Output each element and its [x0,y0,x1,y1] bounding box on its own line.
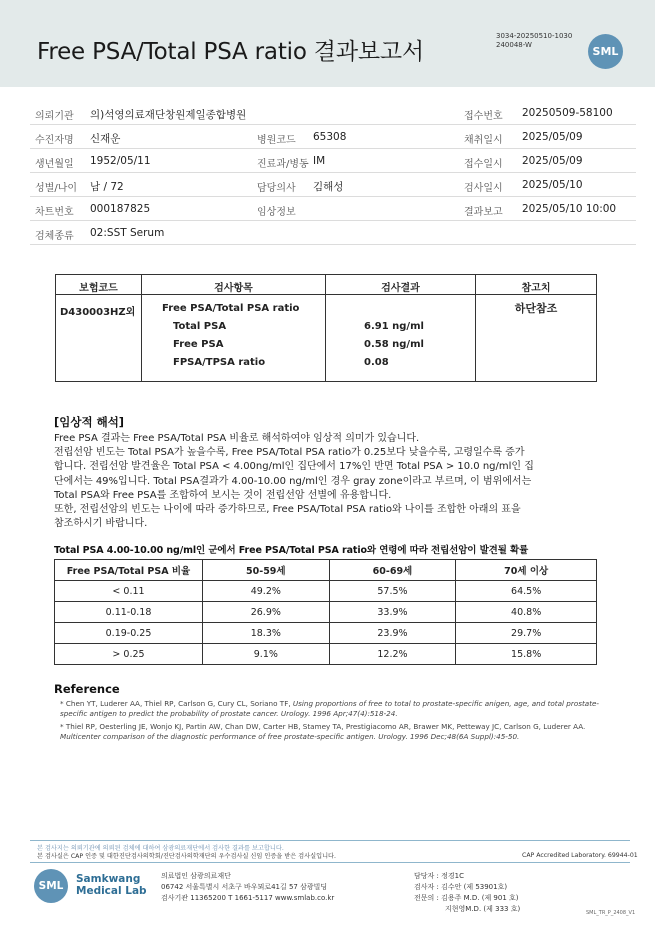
specimen-value: 02:SST Serum [90,227,165,239]
organization-name: 의료법인 삼광의료재단 [161,872,231,880]
chart-label: 차트번호 [35,207,74,218]
collect-date-value: 2025/05/09 [522,131,583,143]
table-row [55,644,597,665]
specimen-label: 검체종류 [35,231,74,242]
result-free-psa: 0.58 ng/ml [364,339,424,350]
organization-address: 06742 서울특별시 서초구 바우뫼로41길 57 삼광빌딩 [161,883,328,891]
test-name-total-psa: Total PSA [173,321,227,332]
reference-note: 하단참조 [514,302,558,315]
interpretation-line: Total PSA와 Free PSA를 조합하여 보시는 것이 전립선암 선별에 유용합니다. [54,489,392,501]
result-ratio: 0.08 [364,357,389,368]
sex-age-value: 남 / 72 [90,181,124,193]
staff-line: 검사자 : 김수안 (제 53901호) [414,883,508,891]
report-footer [0,840,655,925]
test-name-free-psa: Free PSA [173,339,224,350]
footer-notice-2: 본 검사실은 CAP 인증 및 대한진단검사의학회/진단검사의학재단의 우수검사실 신임 인증을 받은 검사실입니다. [37,853,336,860]
header-result: 검사결과 [381,283,420,294]
probability-cell: 23.9% [329,623,456,644]
header-insurance-code: 보험코드 [79,283,118,294]
receipt-no-label: 접수번호 [464,111,503,122]
report-header [0,0,655,87]
info-row-3 [30,149,636,173]
reference-section [54,682,614,742]
clinical-interpretation [54,414,602,531]
requester-label: 수진자명 [35,135,74,146]
table-row [55,623,597,644]
reference-item [54,722,614,742]
interpretation-body [54,432,602,531]
birth-label: 생년월일 [35,159,74,170]
probability-table [54,559,597,665]
footer-divider [30,840,630,841]
reference-item [54,699,614,719]
staff-info [414,871,520,915]
ratio-range: 0.11-0.18 [55,602,203,623]
interpretation-line: 합니다. 전립선암 발견율은 Total PSA < 4.00ng/ml인 집단에서 17%인 반면 Total PSA > 10.0 ng/ml인 집 [54,461,534,473]
staff-line: 지현영M.D. (제 333 호) [445,905,521,913]
institution-label: 의뢰기관 [35,111,74,122]
document-id [496,32,572,50]
info-row-5 [30,197,636,221]
report-date-label: 결과보고 [464,207,503,218]
clinical-label: 임상정보 [257,207,296,218]
test-main-name: Free PSA/Total PSA ratio [162,303,300,314]
probability-cell: 9.1% [203,644,330,665]
report-title: Free PSA/Total PSA ratio 결과보고서 [37,39,424,65]
table-row [55,602,597,623]
probability-cell: 49.2% [203,581,330,602]
reference-authors: * Chen YT, Luderer AA, Thiel RP, Carlson G, Cury CL, Soriano TF, [60,699,293,708]
result-total-psa: 6.91 ng/ml [364,321,424,332]
dept-label: 진료과/병동 [257,159,309,170]
dept-value: IM [313,155,326,167]
form-code: SML_TR_P_2408_V1 [586,910,636,916]
info-row-6 [30,221,636,245]
probability-cell: 57.5% [329,581,456,602]
test-name-ratio: FPSA/TPSA ratio [173,357,266,368]
hospital-code-value: 65308 [313,131,347,143]
interpretation-heading: [임상적 해석] [54,415,125,429]
header-test-item: 검사항목 [214,283,253,294]
probability-header-row [55,560,597,581]
sex-age-label: 성별/나이 [35,183,78,194]
organization-info [161,871,334,904]
probability-header-ratio: Free PSA/Total PSA 비율 [55,560,203,581]
interpretation-line: 또한, 전립선암의 빈도는 나이에 따라 증가하므로, Free PSA/Total PSA ratio와 나이를 조합한 아래의 표을 [54,504,521,516]
birth-value: 1952/05/11 [90,155,151,167]
doctor-label: 담당의사 [257,183,296,194]
probability-cell: 12.2% [329,644,456,665]
staff-line: 전문의 : 김용주 M.D. (제 901 호) [414,894,519,902]
brand-line-1: Samkwang [76,873,141,885]
ratio-range: < 0.11 [55,581,203,602]
organization-contact: 검사기관 11365200 T 1661-5117 www.smlab.co.kr [161,894,335,902]
info-row-2 [30,125,636,149]
requester-value: 신재운 [90,133,121,145]
interpretation-line: Free PSA 결과는 Free PSA/Total PSA 비율로 해석하여야 임상적 의미가 있습니다. [54,433,420,444]
hospital-code-label: 병원코드 [257,135,296,146]
info-row-1 [30,101,636,125]
probability-cell: 15.8% [456,644,597,665]
sml-logo: SML [588,34,623,69]
footer-divider [30,862,630,863]
chart-value: 000187825 [90,203,151,215]
footer-notice-1: 본 검사지는 의뢰기관에 의뢰된 검체에 대하여 삼광의료재단에서 검사한 결과를 보고합니다. [37,845,284,852]
collect-date-label: 채취일시 [464,135,503,146]
document-id-line1: 3034-20250510-1030 [496,32,573,40]
probability-header-age-70: 70세 이상 [456,560,597,581]
probability-cell: 18.3% [203,623,330,644]
probability-cell: 40.8% [456,602,597,623]
probability-cell: 33.9% [329,602,456,623]
probability-header-age-60: 60-69세 [329,560,456,581]
probability-cell: 64.5% [456,581,597,602]
interpretation-line: 참조하시기 바랍니다. [54,518,148,530]
receipt-no-value: 20250509-58100 [522,107,613,119]
document-id-line2: 240048-W [496,41,532,49]
interpretation-line: 전립선암 빈도는 Total PSA가 높을수록, Free PSA/Total PSA ratio가 0.25보다 낮을수록, 고령일수록 증가 [54,447,525,459]
info-row-4 [30,173,636,197]
report-date-value: 2025/05/10 10:00 [522,203,617,215]
reference-title: Using proportions of free to total to prostate-specific anigen, age, and total prostate-specific antigen to predict the probability of prostate cancer. Urology. 1996 Apr;47(4):518-24. [60,699,600,718]
test-date-label: 검사일시 [464,183,503,194]
doctor-value: 김해성 [313,181,344,193]
brand-line-2: Medical Lab [76,885,147,897]
ratio-range: 0.19-0.25 [55,623,203,644]
reference-title: Multicenter comparison of the diagnostic performance of free prostate-specific antigen. Urology. 1996 Dec;48(6A Suppl):45-50. [60,732,520,741]
probability-cell: 29.7% [456,623,597,644]
result-table [55,274,597,382]
cap-accreditation: CAP Accredited Laboratory. 69944-01 [522,852,638,859]
table-row [55,581,597,602]
ratio-range: > 0.25 [55,644,203,665]
sml-footer-logo: SML [34,869,68,903]
interpretation-line: 단에서는 49%입니다. Total PSA결과가 4.00-10.00 ng/ml인 경우 gray zone이라고 부르며, 이 범위에서는 [54,475,532,487]
receipt-date-value: 2025/05/09 [522,155,583,167]
probability-cell: 26.9% [203,602,330,623]
brand-name [76,873,147,897]
staff-line: 담당자 : 정경1C [414,872,464,880]
institution-value: 의)석영의료재단창원제일종합병원 [90,109,247,121]
probability-header-age-50: 50-59세 [203,560,330,581]
receipt-date-label: 접수일시 [464,159,503,170]
reference-heading: Reference [54,682,120,696]
test-date-value: 2025/05/10 [522,179,583,191]
probability-table-title: Total PSA 4.00-10.00 ng/ml인 군에서 Free PSA/Total PSA ratio와 연령에 따라 전립선암이 발견될 확률 [54,545,529,556]
reference-authors: * Thiel RP, Oesterling JE, Wonjo KJ, Partin AW, Chan DW, Carter HB, Stamey TA, Prestigiacomo AR, Brawer MK, Petteway JC, Carlson G, Luderer AA. [60,722,586,731]
header-reference: 참고치 [521,283,551,294]
insurance-code: D430003HZ외 [60,307,136,318]
